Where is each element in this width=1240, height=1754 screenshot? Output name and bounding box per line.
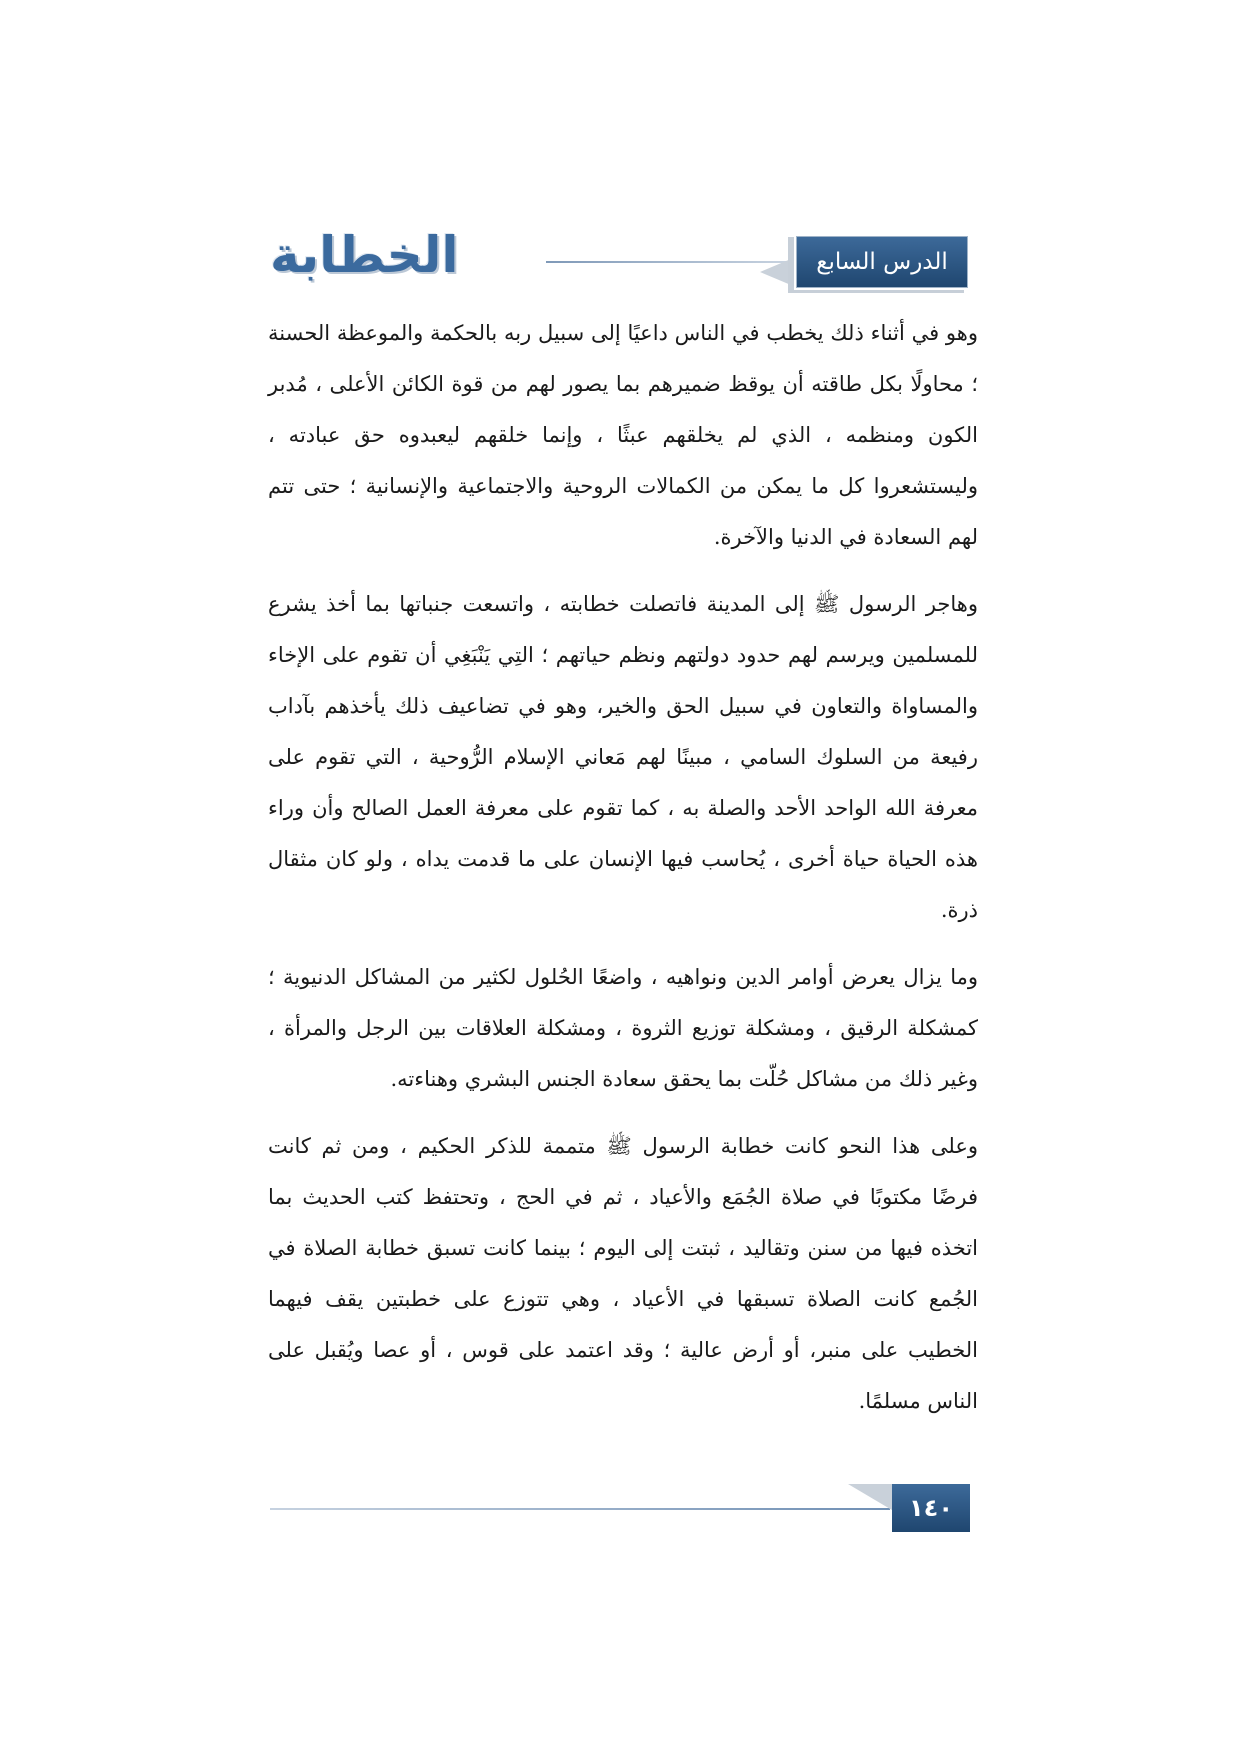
footer-rule xyxy=(270,1508,890,1510)
page-number-box xyxy=(892,1484,970,1532)
paragraph: وعلى هذا النحو كانت خطابة الرسول ﷺ متممة للذكر الحكيم ، ومن ثم كانت فرضًا مكتوبًا في صلاة الجُمَع والأعياد ، ثم في الحج ، وتحتفظ كتب الحديث بما اتخذه فيها من سنن وتقاليد ، ثبتت إلى اليوم ؛ بينما كانت تسبق خطابة الصلاة في الجُمع كانت الصلاة تسبقها في الأعياد ، وهي تتوزع على خطبتين يقف فيهما الخطيب على منبر، أو أرض عالية ؛ وقد اعتمد على قوس ، أو عصا ويُقبل على الناس مسلمًا. xyxy=(268,1134,979,1413)
subject-title: الخطابة xyxy=(270,226,459,284)
page-number: ١٤٠ xyxy=(909,1494,953,1522)
paragraph: وهاجر الرسول ﷺ إلى المدينة فاتصلت خطابته ، واتسعت جنباتها بما أخذ يشرع للمسلمين ويرسم لهم حدود دولتهم ونظم حياتهم ؛ التِي يَنْبَغِي أن تقوم على الإخاء والمساواة والتعاون في سبيل الحق والخير، وهو في تضاعيف ذلك يأخذهم بآداب رفيعة من السلوك السامي ، مبينًا لهم مَعاني الإسلام الرُّوحية ، التي تقوم على معرفة الله الواحد الأحد والصلة به ، كما تقوم على معرفة العمل الصالح وأن وراء هذه الحياة حياة أخرى ، يُحاسب فيها الإنسان على ما قدمت يداه ، ولو كان مثقال ذرة. xyxy=(268,592,978,922)
paragraph: وهو في أثناء ذلك يخطب في الناس داعيًا إلى سبيل ربه بالحكمة والموعظة الحسنة ؛ محاولًا بكل طاقته أن يوقظ ضميرهم بما يصور لهم من قوة الكائن الأعلى ، مُدبر الكون ومنظمه ، الذي لم يخلقهم عبثًا ، وإنما خلقهم ليعبدوه حق عبادته ، وليستشعروا كل ما يمكن من الكمالات الروحية والاجتماعية والإنسانية ؛ حتى تتم لهم السعادة في الدنيا والآخرة. xyxy=(268,321,978,549)
paragraph: وما يزال يعرض أوامر الدين ونواهيه ، واضعًا الحُلول لكثير من المشاكل الدنيوية ؛ كمشكلة الرقيق ، ومشكلة توزيع الثروة ، ومشكلة العلاقات بين الرجل والمرأة ، وغير ذلك من مشاكل حُلّت بما يحقق سعادة الجنس البشري وهناءته. xyxy=(268,965,978,1091)
page-header xyxy=(270,226,970,292)
lesson-badge xyxy=(794,234,970,290)
header-rule xyxy=(546,261,788,263)
page-footer xyxy=(270,1484,970,1536)
lesson-label: الدرس السابع xyxy=(816,249,948,275)
body-text xyxy=(268,308,978,1443)
lesson-badge-tail xyxy=(760,256,798,288)
footer-tail xyxy=(848,1484,892,1510)
